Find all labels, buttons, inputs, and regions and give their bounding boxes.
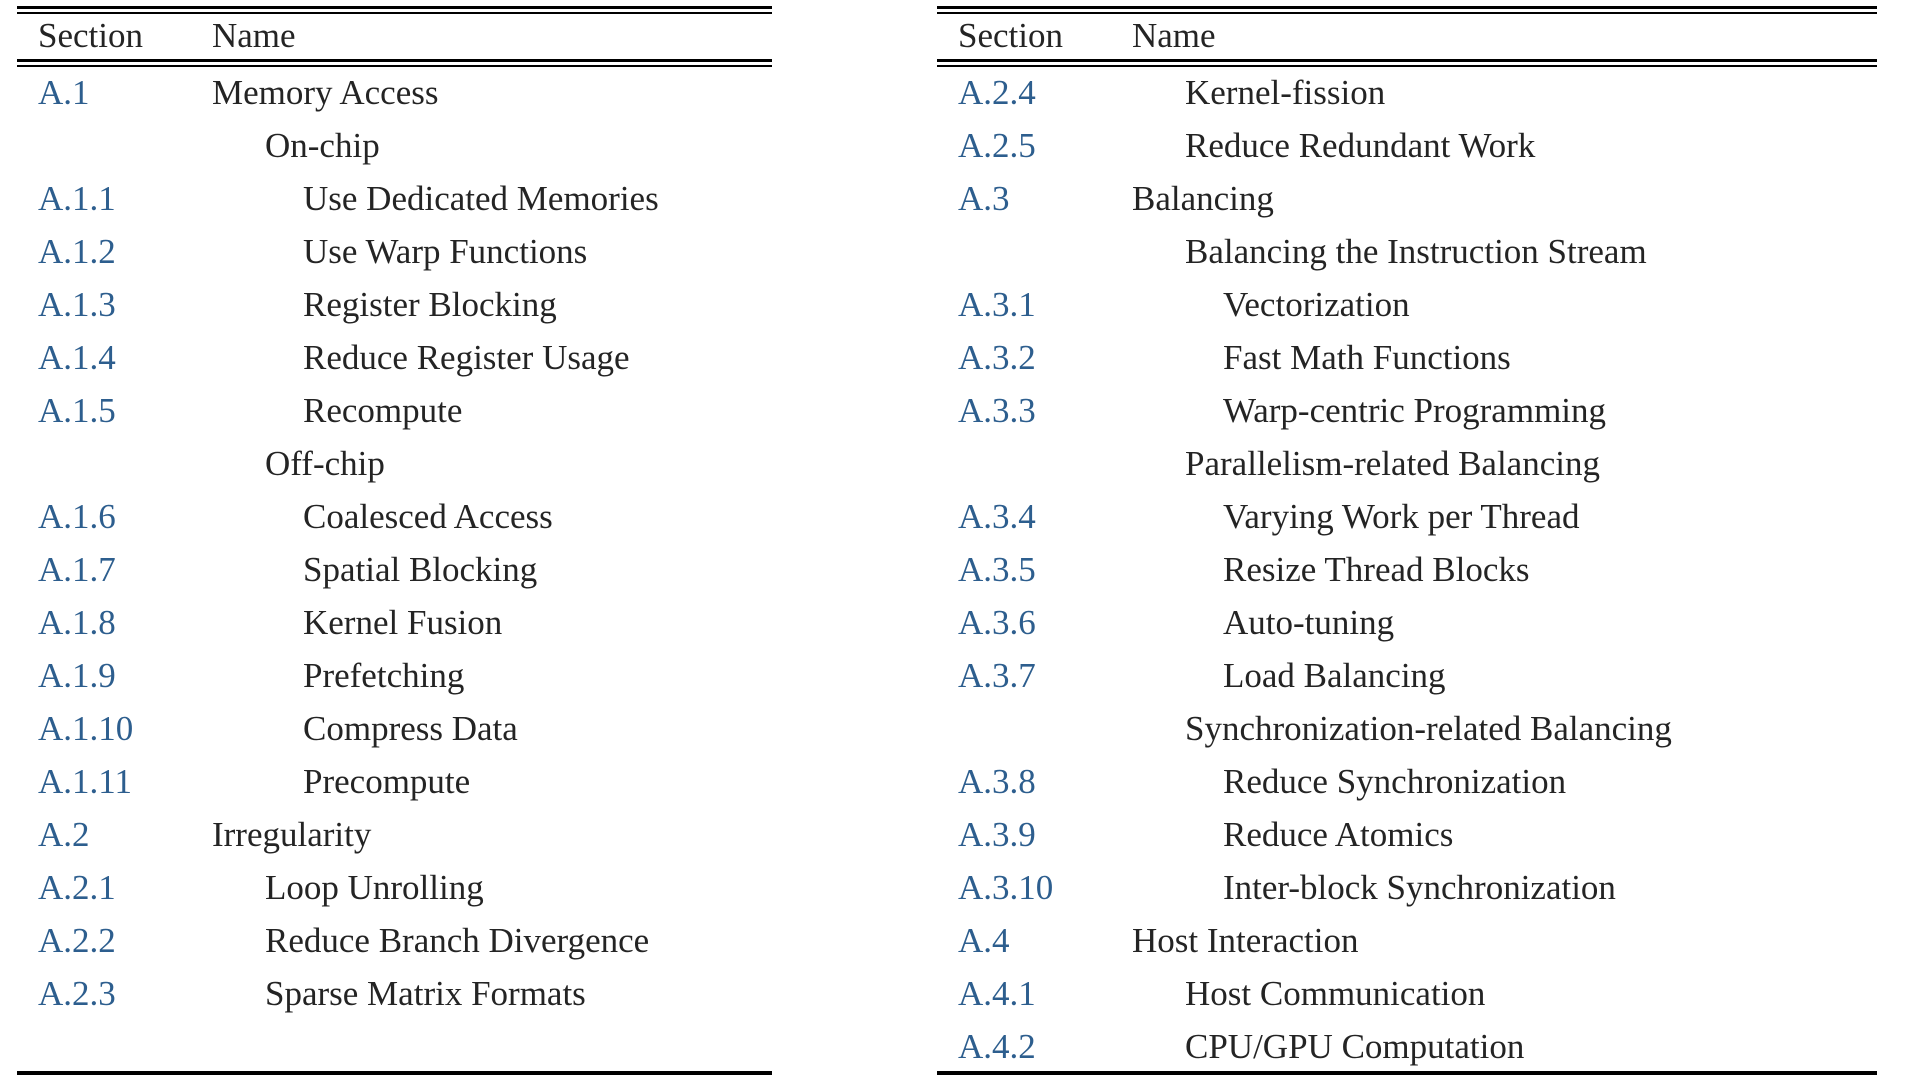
table-subheading-row	[17, 119, 772, 172]
table-top-rule	[937, 6, 1877, 14]
table-top-rule	[17, 6, 772, 14]
section-number-link[interactable]: A.1.6	[38, 497, 116, 536]
section-number-link[interactable]: A.1.10	[38, 709, 134, 748]
table-row	[17, 914, 772, 967]
section-number-link[interactable]: A.2.1	[38, 868, 116, 907]
technique-name: Memory Access	[212, 73, 439, 112]
table-row	[937, 861, 1877, 914]
table-body	[937, 66, 1877, 1073]
table-row	[17, 490, 772, 543]
category-subheading: Parallelism-related Balancing	[1185, 444, 1600, 483]
technique-name: Spatial Blocking	[303, 550, 538, 589]
section-number-link[interactable]: A.3.5	[958, 550, 1036, 589]
table-row	[937, 384, 1877, 437]
table-row	[17, 649, 772, 702]
technique-name: Coalesced Access	[303, 497, 553, 536]
section-number-link[interactable]: A.1.1	[38, 179, 116, 218]
section-number-link[interactable]: A.3.6	[958, 603, 1036, 642]
table-row	[937, 596, 1877, 649]
section-number-link[interactable]: A.3.4	[958, 497, 1036, 536]
name-column-header: Name	[212, 16, 296, 55]
section-number-link[interactable]: A.3.1	[958, 285, 1036, 324]
section-number-link[interactable]: A.3.10	[958, 868, 1054, 907]
table-row	[937, 1020, 1877, 1073]
table-subheading-row	[937, 225, 1877, 278]
table-subheading-row	[17, 437, 772, 490]
table-row	[937, 119, 1877, 172]
table-row	[937, 490, 1877, 543]
section-number-link	[937, 225, 1132, 278]
technique-name: Warp-centric Programming	[1223, 391, 1607, 430]
technique-name: Reduce Register Usage	[303, 338, 630, 377]
table-bottom-rule	[17, 1071, 772, 1075]
table-row	[17, 331, 772, 384]
section-number-link[interactable]: A.1.4	[38, 338, 116, 377]
table-row	[17, 755, 772, 808]
table-subheading-row	[937, 437, 1877, 490]
technique-name: Precompute	[303, 762, 471, 801]
technique-name: Kernel-fission	[1185, 73, 1386, 112]
table-row	[937, 914, 1877, 967]
table-row	[17, 967, 772, 1020]
technique-name: Use Dedicated Memories	[303, 179, 659, 218]
table-row	[937, 172, 1877, 225]
section-number-link[interactable]: A.3	[958, 179, 1010, 218]
section-number-link[interactable]: A.4	[958, 921, 1010, 960]
section-number-link[interactable]: A.1	[38, 73, 90, 112]
table-row	[937, 755, 1877, 808]
table-row	[17, 384, 772, 437]
technique-name: Auto-tuning	[1223, 603, 1395, 642]
name-column-header: Name	[1132, 16, 1216, 55]
table-row	[17, 278, 772, 331]
section-number-link[interactable]: A.3.9	[958, 815, 1036, 854]
technique-name: Prefetching	[303, 656, 465, 695]
category-subheading: On-chip	[265, 126, 380, 165]
technique-name: Reduce Branch Divergence	[265, 921, 650, 960]
technique-name: Sparse Matrix Formats	[265, 974, 586, 1013]
technique-name: Use Warp Functions	[303, 232, 588, 271]
section-column-header: Section	[38, 16, 143, 55]
technique-name: Inter-block Synchronization	[1223, 868, 1616, 907]
section-number-link[interactable]: A.1.9	[38, 656, 116, 695]
table-row	[17, 861, 772, 914]
technique-name: Compress Data	[303, 709, 518, 748]
table-row	[17, 596, 772, 649]
section-number-link[interactable]: A.4.2	[958, 1027, 1036, 1066]
technique-name: Reduce Synchronization	[1223, 762, 1567, 801]
section-number-link[interactable]: A.3.2	[958, 338, 1036, 377]
table-row	[17, 172, 772, 225]
table-row	[937, 808, 1877, 861]
technique-name: Reduce Atomics	[1223, 815, 1454, 854]
table-row	[937, 331, 1877, 384]
section-number-link[interactable]: A.2	[38, 815, 90, 854]
table-row	[937, 66, 1877, 119]
section-number-link	[17, 437, 212, 490]
category-subheading: Balancing the Instruction Stream	[1185, 232, 1647, 271]
table-row	[937, 967, 1877, 1020]
technique-name: Loop Unrolling	[265, 868, 484, 907]
technique-name: Resize Thread Blocks	[1223, 550, 1530, 589]
technique-name: Recompute	[303, 391, 463, 430]
section-number-link[interactable]: A.2.4	[958, 73, 1036, 112]
section-number-link[interactable]: A.3.3	[958, 391, 1036, 430]
section-number-link[interactable]: A.1.2	[38, 232, 116, 271]
table-row	[937, 543, 1877, 596]
table-row	[17, 225, 772, 278]
technique-name: Host Communication	[1185, 974, 1486, 1013]
category-subheading: Off-chip	[265, 444, 385, 483]
table-header-row	[937, 14, 1877, 58]
table-header-row	[17, 14, 772, 58]
technique-name: Kernel Fusion	[303, 603, 503, 642]
table-row	[17, 66, 772, 119]
technique-name: Register Blocking	[303, 285, 557, 324]
section-number-link[interactable]: A.1.8	[38, 603, 116, 642]
appendix-overview-table-right	[937, 0, 1877, 1086]
table-bottom-rule	[937, 1071, 1877, 1075]
section-number-link[interactable]: A.1.5	[38, 391, 116, 430]
technique-name: Fast Math Functions	[1223, 338, 1511, 377]
technique-name: Irregularity	[212, 815, 372, 854]
section-number-link[interactable]: A.2.2	[38, 921, 116, 960]
category-subheading: Synchronization-related Balancing	[1185, 709, 1672, 748]
table-subheading-row	[937, 702, 1877, 755]
table-body	[17, 66, 772, 1020]
section-number-link[interactable]: A.3.8	[958, 762, 1036, 801]
section-column-header: Section	[958, 16, 1063, 55]
table-row	[937, 278, 1877, 331]
appendix-overview-table-left	[17, 0, 772, 1086]
section-number-link[interactable]: A.1.3	[38, 285, 116, 324]
section-number-link	[17, 119, 212, 172]
table-row	[17, 808, 772, 861]
table-row	[937, 649, 1877, 702]
section-number-link[interactable]: A.2.3	[38, 974, 116, 1013]
section-number-link[interactable]: A.4.1	[958, 974, 1036, 1013]
technique-name: Vectorization	[1223, 285, 1410, 324]
technique-name: Load Balancing	[1223, 656, 1446, 695]
section-number-link[interactable]: A.1.7	[38, 550, 116, 589]
technique-name: Host Interaction	[1132, 921, 1359, 960]
table-row	[17, 702, 772, 755]
table-row	[17, 543, 772, 596]
section-number-link[interactable]: A.1.11	[38, 762, 132, 801]
section-number-link	[937, 437, 1132, 490]
section-number-link	[937, 702, 1132, 755]
technique-name: CPU/GPU Computation	[1185, 1027, 1525, 1066]
technique-name: Balancing	[1132, 179, 1274, 218]
section-number-link[interactable]: A.2.5	[958, 126, 1036, 165]
technique-name: Varying Work per Thread	[1223, 497, 1580, 536]
section-number-link[interactable]: A.3.7	[958, 656, 1036, 695]
technique-name: Reduce Redundant Work	[1185, 126, 1536, 165]
